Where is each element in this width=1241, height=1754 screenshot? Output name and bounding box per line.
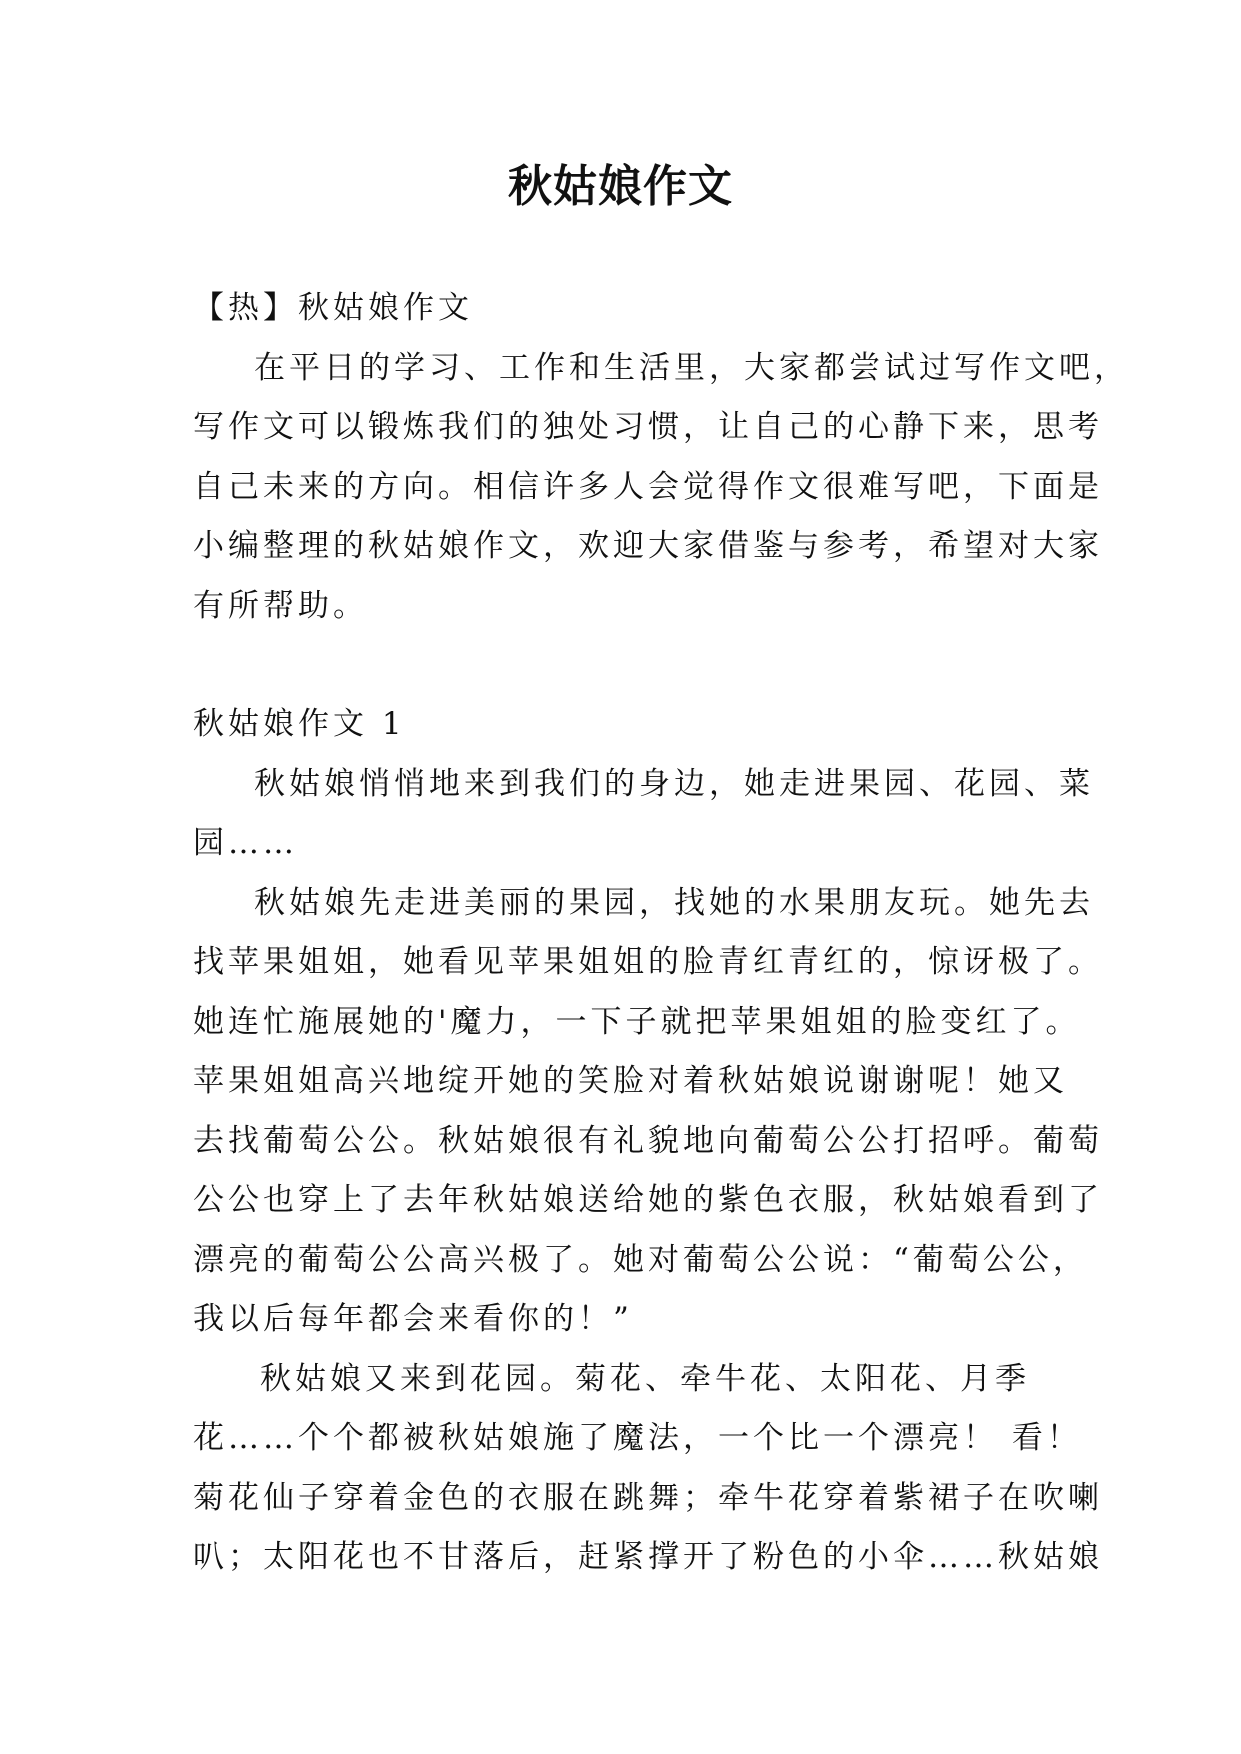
essay-1-paragraph-line: 秋姑娘悄悄地来到我们的身边，她走进果园、花园、菜 (254, 766, 1094, 802)
essay-1-paragraph-line: 她连忙施展她的'魔力，一下子就把苹果姐姐的脸变红了。 (193, 1004, 1081, 1040)
essay-1-paragraph-line: 公公也穿上了去年秋姑娘送给她的紫色衣服，秋姑娘看到了 (193, 1182, 1103, 1218)
intro-paragraph-line: 在平日的学习、工作和生活里，大家都尝试过写作文吧， (254, 350, 1129, 386)
essay-1-paragraph-line: 花……个个都被秋姑娘施了魔法，一个比一个漂亮！ 看！ (193, 1420, 1082, 1456)
intro-paragraph-line: 写作文可以锻炼我们的独处习惯，让自己的心静下来，思考 (193, 409, 1103, 445)
essay-1-paragraph-line: 去找葡萄公公。秋姑娘很有礼貌地向葡萄公公打招呼。葡萄 (193, 1123, 1103, 1159)
essay-1-paragraph-line: 菊花仙子穿着金色的衣服在跳舞；牵牛花穿着紫裙子在吹喇 (193, 1480, 1103, 1516)
section-heading-intro: 【热】秋姑娘作文 (193, 290, 473, 326)
essay-1-paragraph-line: 秋姑娘又来到花园。菊花、牵牛花、太阳花、月季 (260, 1361, 1030, 1397)
essay-1-heading: 秋姑娘作文 1 (193, 706, 406, 742)
essay-1-paragraph-line: 园…… (193, 825, 298, 861)
intro-paragraph-line: 有所帮助。 (193, 588, 368, 624)
essay-1-paragraph-line: 叭；太阳花也不甘落后，赶紧撑开了粉色的小伞……秋姑娘 (193, 1539, 1103, 1575)
essay-1-paragraph-line: 漂亮的葡萄公公高兴极了。她对葡萄公公说：“葡萄公公， (193, 1242, 1088, 1278)
essay-1-paragraph-line: 找苹果姐姐，她看见苹果姐姐的脸青红青红的，惊讶极了。 (193, 944, 1103, 980)
essay-1-paragraph-line: 秋姑娘先走进美丽的果园，找她的水果朋友玩。她先去 (254, 885, 1094, 921)
essay-1-paragraph-line: 苹果姐姐高兴地绽开她的笑脸对着秋姑娘说谢谢呢！她又 (193, 1063, 1068, 1099)
essay-1-paragraph-line: 我以后每年都会来看你的！” (193, 1301, 633, 1337)
intro-paragraph-line: 小编整理的秋姑娘作文，欢迎大家借鉴与参考，希望对大家 (193, 528, 1103, 564)
document-title: 秋姑娘作文 (508, 161, 733, 212)
intro-paragraph-line: 自己未来的方向。相信许多人会觉得作文很难写吧，下面是 (193, 469, 1103, 505)
